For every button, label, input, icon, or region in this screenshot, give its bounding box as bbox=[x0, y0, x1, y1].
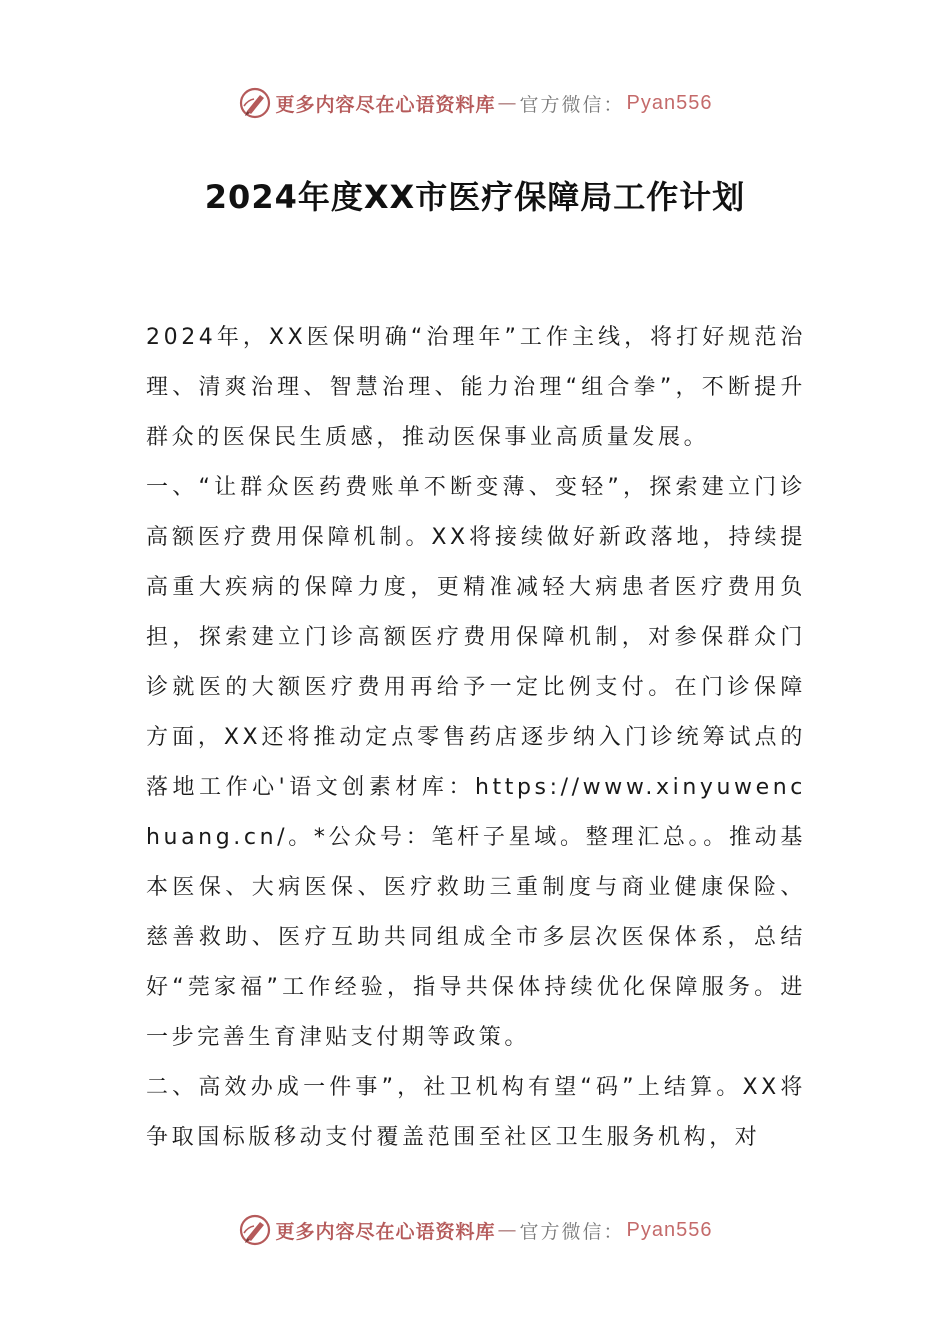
pen-logo-icon bbox=[238, 86, 272, 120]
footer-wechat-id: Pyan556 bbox=[626, 1218, 713, 1241]
header-brand-text: 更多内容尽在心语资料库 bbox=[275, 93, 496, 116]
section-one-paragraph: 一、“让群众医药费账单不断变薄、变轻”，探索建立门诊高额医疗费用保障机制。XX将接续做好新政落地，持续提高重大疾病的保障力度，更精准减轻大病患者医疗费用负担，探索建立门诊高额医疗费用保障机制，对参保群众门诊就医的大额医疗费用再给予一定比例支付。在门诊保障方面，XX还将推动定点零售药店逐步纳入门诊统筹试点的落地工作心'语文创素材库：https://www.xinyuwenchuang.cn/。*公众号：笔杆子星域。整理汇总。。推动基本医保、大病医保、医疗救助三重制度与商业健康保险、慈善救助、医疗互助共同组成全市多层次医保体系，总结好“莞家福”工作经验，指导共保体持续优化保障服务。进一步完善生育津贴支付期等政策。 bbox=[146, 475, 806, 1050]
header-banner bbox=[0, 83, 950, 123]
section-two-paragraph: 二、高效办成一件事”，社卫机构有望“码”上结算。XX将争取国标版移动支付覆盖范围至社区卫生服务机构，对 bbox=[146, 1075, 806, 1150]
header-separator: — bbox=[497, 92, 518, 114]
document-body bbox=[146, 313, 806, 1163]
document-title: 2024年度XX市医疗保障局工作计划 bbox=[204, 178, 746, 216]
header-wechat-id: Pyan556 bbox=[626, 91, 713, 114]
footer-brand-text: 更多内容尽在心语资料库 bbox=[275, 1220, 496, 1243]
footer-banner bbox=[0, 1210, 950, 1250]
footer-official-label: 官方微信： bbox=[519, 1220, 625, 1243]
header-official-label: 官方微信： bbox=[519, 93, 625, 116]
pen-logo-icon bbox=[238, 1213, 272, 1247]
footer-separator: — bbox=[497, 1219, 518, 1241]
intro-paragraph: 2024年，XX医保明确“治理年”工作主线，将打好规范治理、清爽治理、智慧治理、能力治理“组合拳”，不断提升群众的医保民生质感，推动医保事业高质量发展。 bbox=[146, 325, 806, 450]
